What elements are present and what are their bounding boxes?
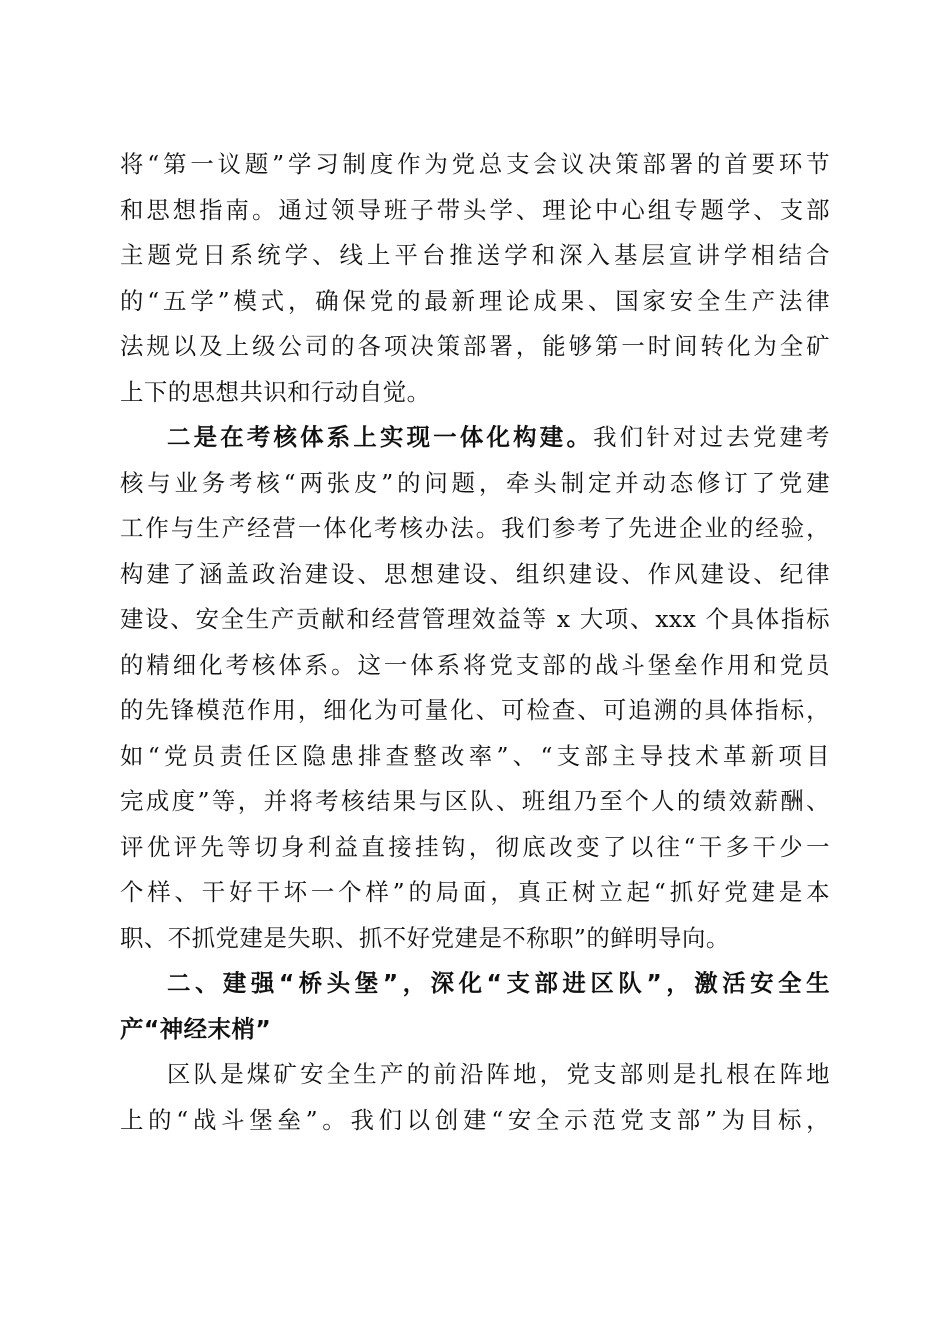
paragraph-first-topic: [120, 142, 830, 415]
heading-line: 产“神经末梢”: [120, 1014, 272, 1043]
text-line: 完成度”等，并将考核结果与区队、班组乃至个人的绩效薪酬、: [120, 787, 830, 815]
text-line: 的先锋模范作用，细化为可量化、可检查、可追溯的具体指标，: [120, 696, 830, 724]
text-line: 主题党日系统学、线上平台推送学和深入基层宣讲学相结合: [120, 241, 830, 269]
text-line: 工作与生产经营一体化考核办法。我们参考了先进企业的经验，: [120, 514, 830, 542]
document-page: [120, 142, 830, 1143]
text-line: 职、不抓党建是失职、抓不好党建是不称职”的鲜明导向。: [120, 923, 730, 952]
lead-rest: 我们针对过去党建考: [593, 423, 831, 451]
text-line: 核与业务考核“两张皮”的问题，牵头制定并动态修订了党建: [120, 468, 830, 497]
text-line: 的“五学”模式，确保党的最新理论成果、国家安全生产法律: [120, 286, 830, 315]
text-line: 和思想指南。通过领导班子带头学、理论中心组专题学、支部: [120, 195, 830, 224]
lead-sentence: 二是在考核体系上实现一体化构建。: [167, 423, 594, 451]
text-line: 建设、安全生产贡献和经营管理效益等 x 大项、xxx 个具体指标: [120, 605, 830, 633]
text-line: 上的“战斗堡垒”。我们以创建“安全示范党支部”为目标，: [120, 1105, 830, 1134]
heading-line: 二、建强“桥头堡”，深化“支部进区队”，激活安全生: [167, 969, 830, 997]
section-heading: [120, 961, 830, 1052]
paragraph-district-team: [120, 1052, 830, 1143]
text-line: 如“党员责任区隐患排查整改率”、“支部主导技术革新项目: [120, 741, 830, 770]
text-line: 评优评先等切身利益直接挂钩，彻底改变了以往“干多干少一: [120, 832, 830, 861]
text-line: 将“第一议题”学习制度作为党总支会议决策部署的首要环节: [120, 150, 830, 178]
text-line: 个样、干好干坏一个样”的局面，真正树立起“抓好党建是本: [120, 878, 830, 906]
text-line: 区队是煤矿安全生产的前沿阵地，党支部则是扎根在阵地: [167, 1060, 830, 1088]
text-line: 的精细化考核体系。这一体系将党支部的战斗堡垒作用和党员: [120, 650, 830, 679]
text-line: 上下的思想共识和行动自觉。: [120, 377, 431, 406]
text-line: 法规以及上级公司的各项决策部署，能够第一时间转化为全矿: [120, 332, 830, 360]
paragraph-assessment-system: [120, 415, 830, 961]
text-line: [120, 415, 830, 461]
text-line: 构建了涵盖政治建设、思想建设、组织建设、作风建设、纪律: [120, 559, 830, 588]
